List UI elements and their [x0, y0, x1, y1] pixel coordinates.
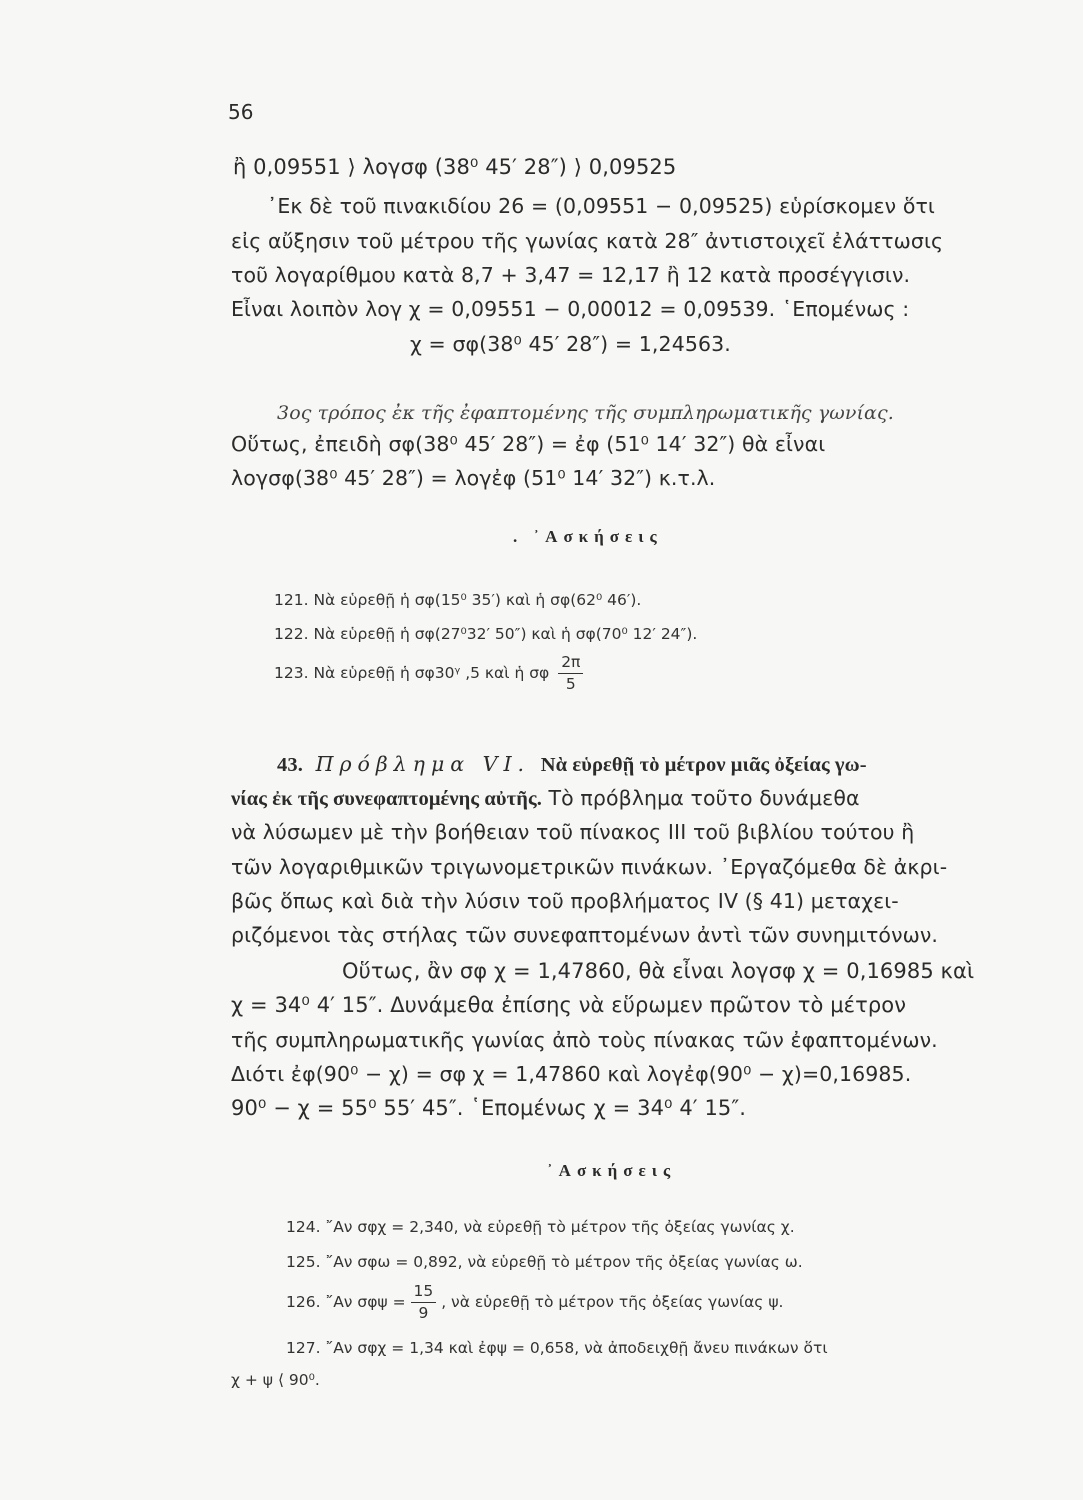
result-line: χ = σφ(38⁰ 45′ 28″) = 1,24563.	[410, 332, 731, 356]
text-line: Οὕτως, ἐπειδὴ σφ(38⁰ 45′ 28″) = ἐφ (51⁰ 14′ 32″) θὰ εἶναι	[231, 432, 826, 456]
text-line: τῆς συμπληρωματικῆς γωνίας ἀπὸ τοὺς πίνακας τῶν ἐφαπτομένων.	[231, 1028, 938, 1052]
text-line: χ = 34⁰ 4′ 15″. Δυνάμεθα ἐπίσης νὰ εὕρωμεν πρῶτον τὸ μέτρον	[231, 993, 907, 1017]
text-line: Εἶναι λοιπὸν λογ χ = 0,09551 − 0,00012 = 0,09539. ῾Επομένως :	[231, 297, 910, 321]
text-line: βῶς ὅπως καὶ διὰ τὴν λύσιν τοῦ προβλήματος IV (§ 41) μεταχει-	[231, 889, 899, 913]
problem-number: 43.	[277, 754, 303, 776]
exercise-123-text: 123. Νὰ εὑρεθῇ ἡ σφ30ᵞ ,5 καὶ ἡ σφ	[274, 664, 550, 682]
exercise-122: 122. Νὰ εὑρεθῇ ἡ σφ(27⁰32′ 50″) καὶ ἡ σφ(70⁰ 12′ 24″).	[274, 625, 698, 643]
problem-label: Πρόβλημα VI.	[315, 752, 531, 776]
problem-heading-line	[277, 752, 867, 777]
exercise-123	[274, 655, 583, 692]
text-line: τοῦ λογαρίθμου κατὰ 8,7 + 3,47 = 12,17 ἢ 12 κατὰ προσέγγισιν.	[231, 263, 911, 287]
exercise-125: 125. ῎Αν σφω = 0,892, νὰ εὑρεθῇ τὸ μέτρον τῆς ὀξείας γωνίας ω.	[286, 1253, 803, 1271]
text-line: ᾿Εκ δὲ τοῦ πινακιδίου 26 = (0,09551 − 0,09525) εὑρίσκομεν ὅτι	[267, 194, 935, 218]
exercise-124: 124. ῎Αν σφχ = 2,340, νὰ εὑρεθῇ τὸ μέτρον τῆς ὀξείας γωνίας χ.	[286, 1218, 795, 1236]
exercise-127: 127. ῎Αν σφχ = 1,34 καὶ ἐφψ = 0,658, νὰ ἀποδειχθῇ ἄνευ πινάκων ὅτι	[286, 1339, 828, 1357]
fraction	[558, 655, 583, 692]
text-line: ριζόμενοι τὰς στήλας τῶν συνεφαπτομένων ἀντὶ τῶν συνημιτόνων.	[231, 923, 939, 947]
problem-title-continued: νίας ἐκ τῆς συνεφαπτομένης αὐτῆς.	[231, 788, 542, 810]
text-span: Τὸ πρόβλημα τοῦτο δυνάμεθα	[541, 786, 860, 810]
exercise-126	[286, 1284, 783, 1321]
fraction-denominator: 5	[558, 673, 583, 693]
exercises-heading: ᾿Ασκήσεις	[547, 1161, 677, 1180]
page-number: 56	[228, 100, 254, 124]
inequality-line: ἢ 0,09551 ⟩ λογσφ (38⁰ 45′ 28″) ⟩ 0,09525	[233, 155, 677, 179]
text-line: τῶν λογαριθμικῶν τριγωνομετρικῶν πινάκων. ᾿Εργαζόμεθα δὲ ἀκρι-	[231, 855, 948, 879]
text-line: νὰ λύσωμεν μὲ τὴν βοήθειαν τοῦ πίνακος ΙΙΙ τοῦ βιβλίου τούτου ἢ	[231, 820, 915, 844]
text-line: Διότι ἐφ(90⁰ − χ) = σφ χ = 1,47860 καὶ λογἐφ(90⁰ − χ)=0,16985.	[231, 1062, 912, 1086]
text-line: 90⁰ − χ = 55⁰ 55′ 45″. ῾Επομένως χ = 34⁰ 4′ 15″.	[231, 1096, 747, 1120]
fraction	[411, 1284, 437, 1321]
fraction-denominator: 9	[411, 1302, 437, 1322]
exercise-126-text: 126. ῎Αν σφψ =	[286, 1293, 406, 1311]
method-heading: 3ος τρόπος ἐκ τῆς ἐφαπτομένης τῆς συμπληρωματικῆς γωνίας.	[277, 402, 894, 424]
text-line	[231, 786, 860, 811]
text-line: λογσφ(38⁰ 45′ 28″) = λογἐφ (51⁰ 14′ 32″) κ.τ.λ.	[231, 466, 716, 490]
fraction-numerator: 15	[413, 1282, 434, 1300]
fraction-numerator: 2π	[561, 653, 581, 671]
exercise-121: 121. Νὰ εὑρεθῇ ἡ σφ(15⁰ 35′) καὶ ἡ σφ(62⁰ 46′).	[274, 591, 642, 609]
exercise-127-continued: χ + ψ ⟨ 90⁰.	[231, 1371, 320, 1389]
problem-title: Νὰ εὑρεθῇ τὸ μέτρον μιᾶς ὀξείας γω-	[540, 754, 867, 776]
exercises-heading: . ᾿Ασκήσεις	[513, 527, 663, 546]
text-line: Οὕτως, ἂν σφ χ = 1,47860, θὰ εἶναι λογσφ χ = 0,16985 καὶ	[342, 959, 975, 983]
text-line: εἰς αὔξησιν τοῦ μέτρου τῆς γωνίας κατὰ 28″ ἀντιστοιχεῖ ἐλάττωσις	[231, 229, 944, 253]
exercise-126-text: , νὰ εὑρεθῇ τὸ μέτρον τῆς ὀξείας γωνίας ψ.	[441, 1293, 784, 1311]
